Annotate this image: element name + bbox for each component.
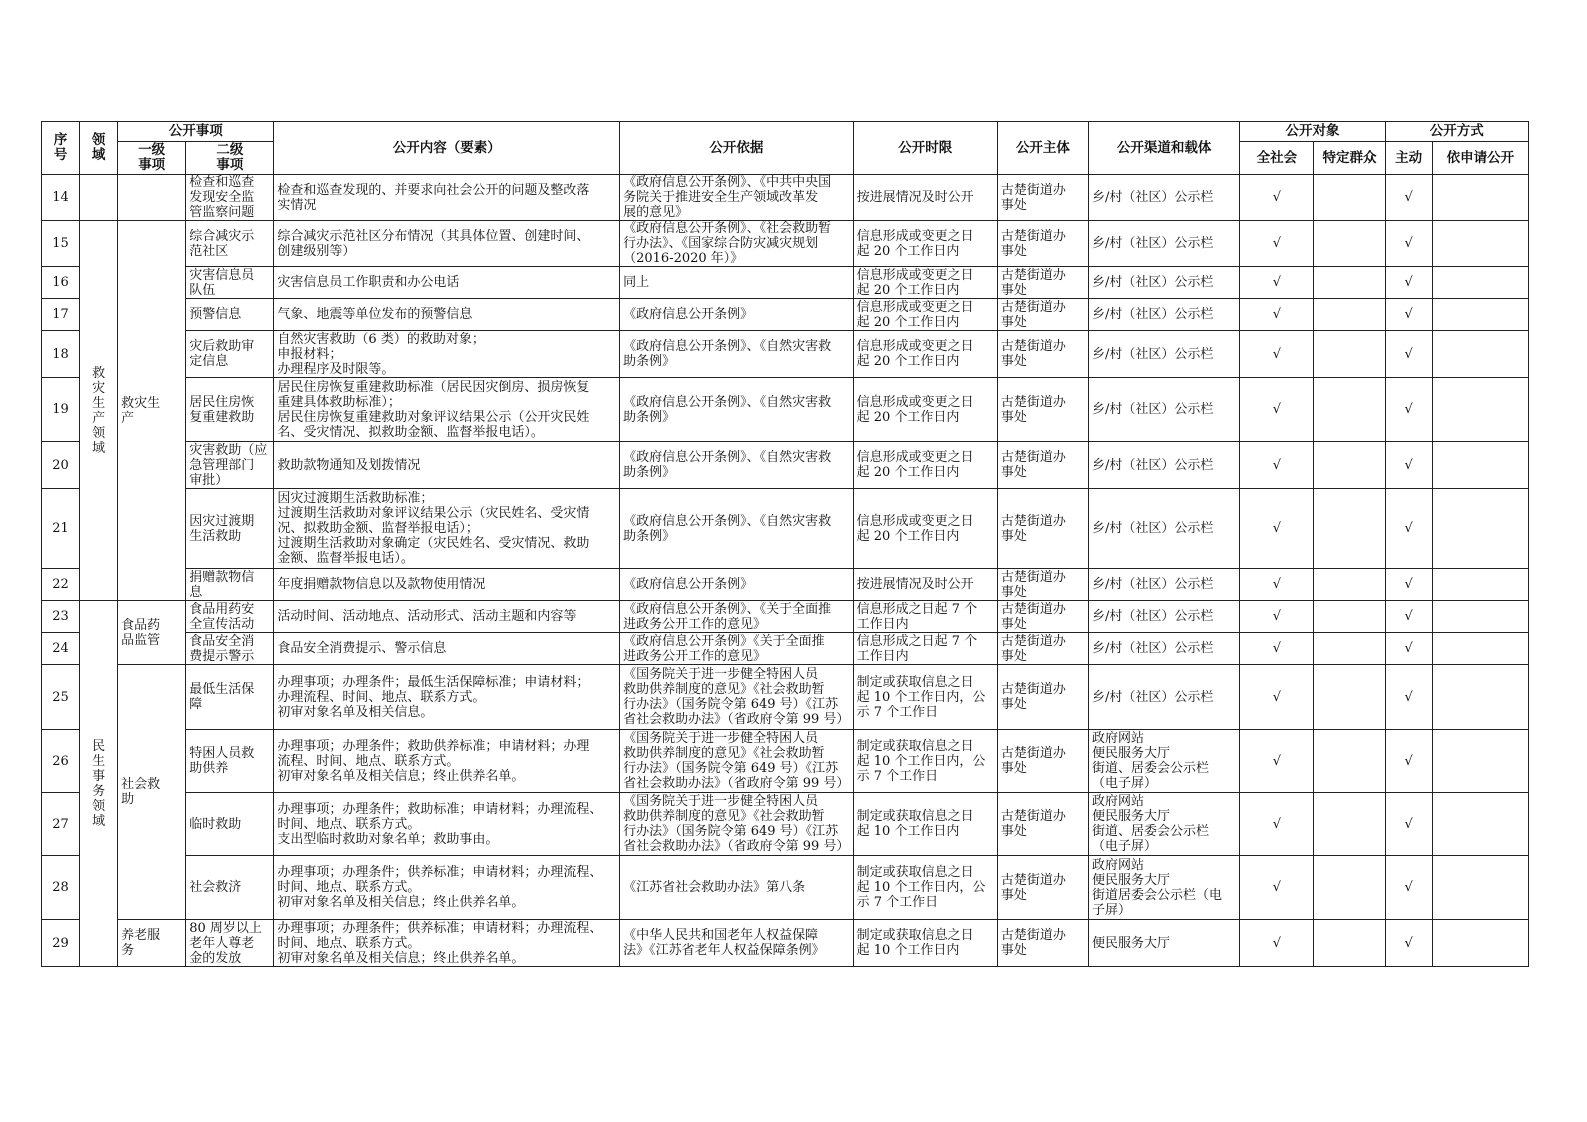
target-all-cell: √ (1240, 633, 1314, 665)
content-cell: 气象、地震等单位发布的预警信息 (274, 299, 620, 331)
content-cell: 居民住房恢复重建救助标准（居民因灾倒房、损房恢复 重建具体救助标准）； 居民住房恢复重建救助对象评议结果公示（公开灾民姓 名、受灾情况、拟救助金额、监督举报电话）。 (274, 378, 620, 442)
header-channel: 公开渠道和载体 (1089, 122, 1240, 175)
row-number: 28 (42, 856, 80, 920)
level2-item-cell: 80 周岁以上 老年人尊老 金的发放 (186, 920, 274, 967)
method-apply-cell (1432, 920, 1528, 967)
row-number: 23 (42, 601, 80, 633)
target-specific-cell (1314, 331, 1385, 378)
channel-cell: 乡/村（社区）公示栏 (1089, 633, 1240, 665)
header-deadline: 公开时限 (853, 122, 997, 175)
level2-item-cell: 特困人员救 助供养 (186, 730, 274, 793)
deadline-cell: 信息形成或变更之日 起 20 个工作日内 (853, 331, 997, 378)
row-number: 27 (42, 793, 80, 856)
level2-item-cell: 捐赠款物信 息 (186, 569, 274, 601)
method-active-cell: √ (1385, 267, 1432, 299)
deadline-cell: 信息形成或变更之日 起 20 个工作日内 (853, 378, 997, 442)
row-number: 17 (42, 299, 80, 331)
level2-item-cell: 食品用药安 全宣传活动 (186, 601, 274, 633)
table-row (42, 299, 1529, 331)
method-apply-cell (1432, 793, 1528, 856)
deadline-cell: 制定或获取信息之日 起 10 个工作日内 (853, 920, 997, 967)
header-level1: 一级 事项 (118, 142, 186, 175)
method-apply-cell (1432, 267, 1528, 299)
content-cell: 办理事项；办理条件；最低生活保障标准；申请材料； 办理流程、时间、地点、联系方式。 初审对象名单及相关信息。 (274, 665, 620, 730)
header-target-specific: 特定群众 (1314, 142, 1385, 175)
method-active-cell: √ (1385, 730, 1432, 793)
content-cell: 办理事项；办理条件；救助标准；申请材料；办理流程、 时间、地点、联系方式。 支出型临时救助对象名单；救助事由。 (274, 793, 620, 856)
table-body (42, 175, 1529, 967)
basis-cell: 《政府信息公开条例》、《自然灾害救 助条例》 (620, 442, 853, 489)
deadline-cell: 按进展情况及时公开 (853, 569, 997, 601)
row-number: 24 (42, 633, 80, 665)
content-cell: 救助款物通知及划拨情况 (274, 442, 620, 489)
method-apply-cell (1432, 331, 1528, 378)
table-row (42, 920, 1529, 967)
target-all-cell: √ (1240, 920, 1314, 967)
target-specific-cell (1314, 267, 1385, 299)
deadline-cell: 制定或获取信息之日 起 10 个工作日内，公 示 7 个工作日 (853, 730, 997, 793)
subject-cell: 古楚街道办 事处 (997, 267, 1088, 299)
method-active-cell: √ (1385, 793, 1432, 856)
level2-item-cell: 综合减灾示 范社区 (186, 221, 274, 267)
target-specific-cell (1314, 378, 1385, 442)
content-cell: 因灾过渡期生活救助标准； 过渡期生活救助对象评议结果公示（灾民姓名、受灾情 况、拟救助金额、监督举报电话）； 过渡期生活救助对象确定（灾民姓名、受灾情况、救助 金额、监督举报电话）。 (274, 489, 620, 569)
method-apply-cell (1432, 175, 1528, 221)
basis-cell: 《政府信息公开条例》、《社会救助暂 行办法》、《国家综合防灾减灾规划 （2016-2020 年）》 (620, 221, 853, 267)
basis-cell: 《政府信息公开条例》、《中共中央国 务院关于推进安全生产领域改革发 展的意见》 (620, 175, 853, 221)
header-level2: 二级 事项 (186, 142, 274, 175)
channel-cell: 便民服务大厅 (1089, 920, 1240, 967)
content-cell: 综合减灾示范社区分布情况（其具体位置、创建时间、 创建级别等） (274, 221, 620, 267)
method-active-cell: √ (1385, 442, 1432, 489)
row-number: 16 (42, 267, 80, 299)
method-apply-cell (1432, 378, 1528, 442)
disclosure-table (41, 121, 1529, 967)
target-all-cell: √ (1240, 793, 1314, 856)
header-method-apply: 依申请公开 (1432, 142, 1528, 175)
target-all-cell: √ (1240, 665, 1314, 730)
subject-cell: 古楚街道办 事处 (997, 665, 1088, 730)
method-active-cell: √ (1385, 856, 1432, 920)
method-active-cell: √ (1385, 489, 1432, 569)
basis-cell: 《国务院关于进一步健全特困人员 救助供养制度的意见》《社会救助暂 行办法》（国务院令第 649 号）《江苏 省社会救助办法》（省政府令第 99 号） (620, 793, 853, 856)
target-specific-cell (1314, 221, 1385, 267)
target-all-cell: √ (1240, 331, 1314, 378)
method-apply-cell (1432, 730, 1528, 793)
deadline-cell: 信息形成或变更之日 起 20 个工作日内 (853, 489, 997, 569)
target-all-cell: √ (1240, 267, 1314, 299)
domain-cell (80, 175, 118, 221)
target-all-cell: √ (1240, 856, 1314, 920)
level2-item-cell: 食品安全消 费提示警示 (186, 633, 274, 665)
basis-cell: 《中华人民共和国老年人权益保障 法》《江苏省老年人权益保障条例》 (620, 920, 853, 967)
subject-cell: 古楚街道办 事处 (997, 793, 1088, 856)
table-row (42, 331, 1529, 378)
level2-item-cell: 灾害救助（应 急管理部门 审批） (186, 442, 274, 489)
channel-cell: 乡/村（社区）公示栏 (1089, 299, 1240, 331)
channel-cell: 政府网站 便民服务大厅 街道、居委会公示栏 （电子屏） (1089, 730, 1240, 793)
subject-cell: 古楚街道办 事处 (997, 221, 1088, 267)
level1-item-cell: 社会救 助 (118, 665, 186, 920)
method-apply-cell (1432, 601, 1528, 633)
target-all-cell: √ (1240, 221, 1314, 267)
row-number: 19 (42, 378, 80, 442)
method-active-cell: √ (1385, 601, 1432, 633)
channel-cell: 乡/村（社区）公示栏 (1089, 221, 1240, 267)
target-all-cell: √ (1240, 175, 1314, 221)
table-row (42, 793, 1529, 856)
level2-item-cell: 居民住房恢 复重建救助 (186, 378, 274, 442)
target-all-cell: √ (1240, 601, 1314, 633)
deadline-cell: 制定或获取信息之日 起 10 个工作日内，公 示 7 个工作日 (853, 665, 997, 730)
basis-cell: 《政府信息公开条例》 (620, 569, 853, 601)
basis-cell: 《政府信息公开条例》、《自然灾害救 助条例》 (620, 489, 853, 569)
subject-cell: 古楚街道办 事处 (997, 489, 1088, 569)
table-row (42, 856, 1529, 920)
header-domain: 领 域 (80, 122, 118, 175)
subject-cell: 古楚街道办 事处 (997, 633, 1088, 665)
header-method-active: 主动 (1385, 142, 1432, 175)
channel-cell: 乡/村（社区）公示栏 (1089, 378, 1240, 442)
basis-cell: 《政府信息公开条例》 (620, 299, 853, 331)
level2-item-cell: 临时救助 (186, 793, 274, 856)
content-cell: 灾害信息员工作职责和办公电话 (274, 267, 620, 299)
deadline-cell: 制定或获取信息之日 起 10 个工作日内 (853, 793, 997, 856)
header-target-all: 全社会 (1240, 142, 1314, 175)
header-seq: 序 号 (42, 122, 80, 175)
row-number: 22 (42, 569, 80, 601)
level2-item-cell: 灾害信息员 队伍 (186, 267, 274, 299)
basis-cell: 《政府信息公开条例》《关于全面推 进政务公开工作的意见》 (620, 633, 853, 665)
header-basis: 公开依据 (620, 122, 853, 175)
level2-item-cell: 灾后救助审 定信息 (186, 331, 274, 378)
content-cell: 办理事项；办理条件；供养标准；申请材料；办理流程、 时间、地点、联系方式。 初审对象名单及相关信息；终止供养名单。 (274, 920, 620, 967)
target-specific-cell (1314, 730, 1385, 793)
target-all-cell: √ (1240, 569, 1314, 601)
row-number: 18 (42, 331, 80, 378)
target-all-cell: √ (1240, 730, 1314, 793)
level2-item-cell: 因灾过渡期 生活救助 (186, 489, 274, 569)
target-specific-cell (1314, 175, 1385, 221)
level2-item-cell: 检查和巡查 发现安全监 管监察问题 (186, 175, 274, 221)
deadline-cell: 信息形成之日起 7 个 工作日内 (853, 633, 997, 665)
table-row (42, 730, 1529, 793)
method-apply-cell (1432, 299, 1528, 331)
level1-item-cell (118, 175, 186, 221)
subject-cell: 古楚街道办 事处 (997, 730, 1088, 793)
method-apply-cell (1432, 489, 1528, 569)
content-cell: 自然灾害救助（6 类）的救助对象； 申报材料； 办理程序及时限等。 (274, 331, 620, 378)
subject-cell: 古楚街道办 事处 (997, 378, 1088, 442)
table-row (42, 175, 1529, 221)
channel-cell: 乡/村（社区）公示栏 (1089, 175, 1240, 221)
deadline-cell: 制定或获取信息之日 起 10 个工作日内，公 示 7 个工作日 (853, 856, 997, 920)
method-active-cell: √ (1385, 378, 1432, 442)
content-cell: 检查和巡查发现的、并要求向社会公开的问题及整改落 实情况 (274, 175, 620, 221)
table-row (42, 221, 1529, 267)
target-all-cell: √ (1240, 378, 1314, 442)
basis-cell: 《政府信息公开条例》、《关于全面推 进政务公开工作的意见》 (620, 601, 853, 633)
row-number: 29 (42, 920, 80, 967)
table-row (42, 665, 1529, 730)
header-items-group: 公开事项 (118, 122, 274, 142)
subject-cell: 古楚街道办 事处 (997, 601, 1088, 633)
header-target-group: 公开对象 (1240, 122, 1385, 142)
channel-cell: 乡/村（社区）公示栏 (1089, 569, 1240, 601)
target-specific-cell (1314, 665, 1385, 730)
method-active-cell: √ (1385, 920, 1432, 967)
deadline-cell: 信息形成或变更之日 起 20 个工作日内 (853, 267, 997, 299)
subject-cell: 古楚街道办 事处 (997, 442, 1088, 489)
method-active-cell: √ (1385, 299, 1432, 331)
table-row (42, 267, 1529, 299)
level2-item-cell: 预警信息 (186, 299, 274, 331)
method-active-cell: √ (1385, 569, 1432, 601)
channel-cell: 政府网站 便民服务大厅 街道居委会公示栏（电 子屏） (1089, 856, 1240, 920)
subject-cell: 古楚街道办 事处 (997, 331, 1088, 378)
target-specific-cell (1314, 856, 1385, 920)
deadline-cell: 信息形成之日起 7 个 工作日内 (853, 601, 997, 633)
content-cell: 办理事项；办理条件；供养标准；申请材料；办理流程、 时间、地点、联系方式。 初审对象名单及相关信息；终止供养名单。 (274, 856, 620, 920)
target-specific-cell (1314, 299, 1385, 331)
content-cell: 食品安全消费提示、警示信息 (274, 633, 620, 665)
content-cell: 年度捐赠款物信息以及款物使用情况 (274, 569, 620, 601)
level1-item-cell: 养老服 务 (118, 920, 186, 967)
deadline-cell: 按进展情况及时公开 (853, 175, 997, 221)
level1-item-cell: 救灾生 产 (118, 221, 186, 601)
channel-cell: 乡/村（社区）公示栏 (1089, 601, 1240, 633)
domain-cell: 民 生 事 务 领 域 (80, 601, 118, 967)
basis-cell: 同上 (620, 267, 853, 299)
target-specific-cell (1314, 569, 1385, 601)
method-apply-cell (1432, 633, 1528, 665)
content-cell: 办理事项；办理条件；救助供养标准；申请材料；办理 流程、时间、地点、联系方式。 初审对象名单及相关信息；终止供养名单。 (274, 730, 620, 793)
method-apply-cell (1432, 569, 1528, 601)
channel-cell: 乡/村（社区）公示栏 (1089, 331, 1240, 378)
basis-cell: 《政府信息公开条例》、《自然灾害救 助条例》 (620, 378, 853, 442)
method-active-cell: √ (1385, 175, 1432, 221)
basis-cell: 《国务院关于进一步健全特困人员 救助供养制度的意见》《社会救助暂 行办法》（国务院令第 649 号）《江苏 省社会救助办法》（省政府令第 99 号） (620, 730, 853, 793)
method-apply-cell (1432, 442, 1528, 489)
header-subject: 公开主体 (997, 122, 1088, 175)
basis-cell: 《国务院关于进一步健全特困人员 救助供养制度的意见》《社会救助暂 行办法》（国务院令第 649 号）《江苏 省社会救助办法》（省政府令第 99 号） (620, 665, 853, 730)
method-active-cell: √ (1385, 221, 1432, 267)
subject-cell: 古楚街道办 事处 (997, 299, 1088, 331)
row-number: 20 (42, 442, 80, 489)
row-number: 14 (42, 175, 80, 221)
method-active-cell: √ (1385, 665, 1432, 730)
level1-item-cell: 食品药 品监管 (118, 601, 186, 665)
target-specific-cell (1314, 633, 1385, 665)
method-apply-cell (1432, 856, 1528, 920)
deadline-cell: 信息形成或变更之日 起 20 个工作日内 (853, 442, 997, 489)
table-row (42, 378, 1529, 442)
header-content: 公开内容（要素） (274, 122, 620, 175)
channel-cell: 乡/村（社区）公示栏 (1089, 489, 1240, 569)
table-row (42, 601, 1529, 633)
table-row (42, 569, 1529, 601)
subject-cell: 古楚街道办 事处 (997, 920, 1088, 967)
target-specific-cell (1314, 793, 1385, 856)
target-all-cell: √ (1240, 299, 1314, 331)
content-cell: 活动时间、活动地点、活动形式、活动主题和内容等 (274, 601, 620, 633)
target-specific-cell (1314, 442, 1385, 489)
table-row (42, 489, 1529, 569)
channel-cell: 乡/村（社区）公示栏 (1089, 665, 1240, 730)
method-apply-cell (1432, 665, 1528, 730)
method-active-cell: √ (1385, 331, 1432, 378)
deadline-cell: 信息形成或变更之日 起 20 个工作日内 (853, 299, 997, 331)
subject-cell: 古楚街道办 事处 (997, 856, 1088, 920)
table-row (42, 633, 1529, 665)
row-number: 21 (42, 489, 80, 569)
channel-cell: 乡/村（社区）公示栏 (1089, 267, 1240, 299)
header-method-group: 公开方式 (1385, 122, 1528, 142)
row-number: 26 (42, 730, 80, 793)
level2-item-cell: 社会救济 (186, 856, 274, 920)
subject-cell: 古楚街道办 事处 (997, 569, 1088, 601)
method-apply-cell (1432, 221, 1528, 267)
level2-item-cell: 最低生活保 障 (186, 665, 274, 730)
domain-cell: 救 灾 生 产 领 域 (80, 221, 118, 601)
row-number: 25 (42, 665, 80, 730)
target-all-cell: √ (1240, 489, 1314, 569)
target-specific-cell (1314, 489, 1385, 569)
table-row (42, 442, 1529, 489)
deadline-cell: 信息形成或变更之日 起 20 个工作日内 (853, 221, 997, 267)
row-number: 15 (42, 221, 80, 267)
target-specific-cell (1314, 920, 1385, 967)
subject-cell: 古楚街道办 事处 (997, 175, 1088, 221)
target-specific-cell (1314, 601, 1385, 633)
method-active-cell: √ (1385, 633, 1432, 665)
channel-cell: 乡/村（社区）公示栏 (1089, 442, 1240, 489)
basis-cell: 《政府信息公开条例》、《自然灾害救 助条例》 (620, 331, 853, 378)
target-all-cell: √ (1240, 442, 1314, 489)
basis-cell: 《江苏省社会救助办法》第八条 (620, 856, 853, 920)
channel-cell: 政府网站 便民服务大厅 街道、居委会公示栏 （电子屏） (1089, 793, 1240, 856)
